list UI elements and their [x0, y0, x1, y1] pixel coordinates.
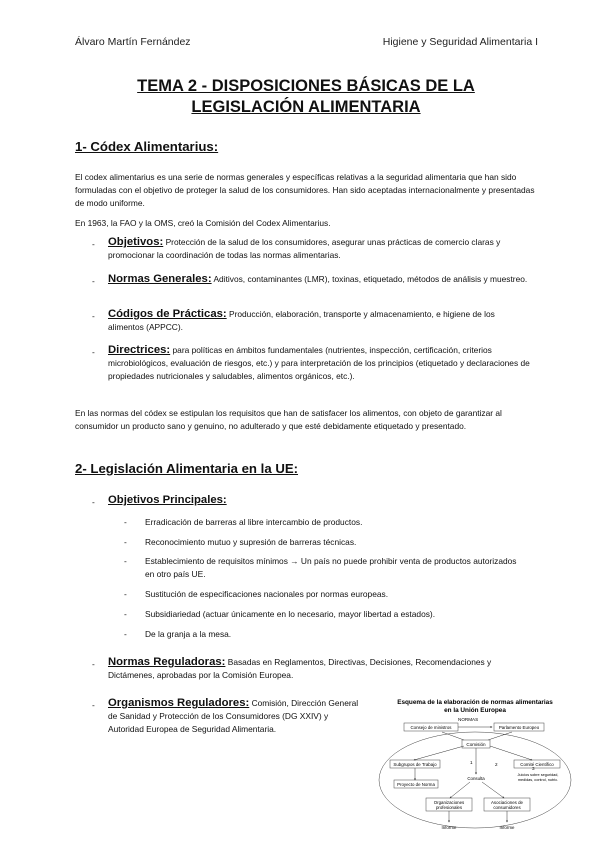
diagram-informe-left: Informe — [441, 825, 457, 830]
diagram-informe-right: Informe — [499, 825, 515, 830]
bullet-dash: - — [124, 589, 127, 599]
item-term: Normas Generales: — [108, 273, 212, 285]
bullet-dash: - — [92, 311, 95, 321]
bullet-dash: - — [124, 517, 127, 527]
diagram-proyecto: Proyecto de Norma — [397, 782, 435, 787]
page-header — [75, 36, 538, 52]
bullet-dash: - — [92, 276, 95, 286]
bullet-dash: - — [124, 609, 127, 619]
normas-reguladoras-text: Basadas en Reglamentos, Directivas, Decisiones, Recomendaciones y Dictámenes, aprobadas por la Comisión Europea. — [108, 657, 492, 680]
diagram-num-2: 2 — [495, 762, 498, 767]
page-title — [75, 76, 537, 118]
objetivo-item — [124, 588, 524, 601]
item-term: Objetivos: — [108, 236, 164, 248]
bullet-dash: - — [124, 629, 127, 639]
diagram-num-3: 3 — [532, 766, 535, 771]
organismos-reguladores — [92, 697, 360, 736]
diagram-subgrupos: Subgrupos de Trabajo — [393, 762, 437, 767]
objetivo-item — [124, 608, 524, 621]
bullet-dash: - — [92, 239, 95, 249]
diagram-comite: Comité Científico — [520, 762, 554, 767]
diagram-num-1: 1 — [470, 760, 473, 765]
objetivos-principales — [92, 494, 227, 506]
diagram-comision: Comisión — [466, 742, 486, 747]
codex-item-codigos-practicas — [92, 308, 530, 334]
diagram-parlamento: Parlamento Europeo — [498, 725, 540, 730]
bullet-dash: - — [124, 556, 127, 566]
item-text: Protección de la salud de los consumidores, asegurar unas prácticas de comercio claras y promocionar la coordinación de todas las normas alimentarias. — [108, 237, 501, 260]
section-1-closing: En las normas del códex se estipulan los requisitos que han de satisfacer los alimentos, con objeto de garantizar al consumidor un producto sano y genuino, no adulterado y que esté debidamente etiquetado y presentado. — [75, 408, 502, 432]
bullet-dash: - — [92, 659, 95, 669]
normas-reguladoras — [92, 656, 530, 682]
arrow — [482, 782, 504, 798]
arrow — [490, 746, 532, 760]
diagram-organizaciones-2: profesionales — [435, 805, 463, 810]
item-text: Aditivos, contaminantes (LMR), toxinas, etiquetado, métodos de análisis y muestreo. — [211, 274, 528, 284]
section-2-heading: 2- Legislación Alimentaria en la UE: — [75, 461, 299, 476]
diagram-title-1: Esquema de la elaboración de normas alimentarias — [397, 699, 553, 706]
bullet-dash: - — [124, 537, 127, 547]
normas-reguladoras-term: Normas Reguladoras: — [108, 656, 226, 668]
organismos-reguladores-text: Comisión, Dirección General de Sanidad y Protección de los Consumidores (DG XXIV) y Autoridad Europea de Seguridad Alimentaria. — [108, 698, 359, 734]
section-1-heading: 1- Códex Alimentarius: — [75, 139, 219, 154]
objetivo-text: Subsidiariedad (actuar únicamente en lo necesario, mayor libertad a estados). — [145, 609, 436, 619]
diagram-comite-desc-1: Juicios sobre seguridad, — [517, 773, 559, 777]
bullet-dash: - — [92, 497, 95, 507]
diagram-asociaciones-2: consumidores — [493, 805, 521, 810]
diagram-consejo: Consejo de ministros — [410, 725, 452, 730]
title-line-2: LEGISLACIÓN ALIMENTARIA — [191, 98, 421, 116]
eu-norms-diagram — [372, 696, 578, 836]
objetivo-item — [124, 555, 524, 581]
objetivo-text: Establecimiento de requisitos mínimos → Un país no puede prohibir venta de productos autorizados en otro país UE. — [145, 556, 517, 579]
diagram-consulta: Consulta — [467, 776, 485, 781]
objetivo-text: Sustitución de especificaciones nacionales por normas europeas. — [145, 589, 389, 599]
codex-item-objetivos — [92, 236, 530, 262]
item-term: Directrices: — [108, 344, 171, 356]
bullet-dash: - — [92, 347, 95, 357]
objetivo-item — [124, 516, 524, 529]
diagram-asociaciones-1: Asociaciones de — [491, 800, 523, 805]
organismos-reguladores-term: Organismos Reguladores: — [108, 697, 250, 709]
codex-item-directrices — [92, 344, 530, 383]
diagram-comite-desc-2: medidas, control, nutric. — [517, 778, 559, 782]
arrow — [450, 782, 470, 798]
objetivo-text: Erradicación de barreras al libre intercambio de productos. — [145, 517, 363, 527]
objetivos-principales-term: Objetivos Principales: — [108, 494, 227, 506]
item-text: Producción, elaboración, transporte y almacenamiento, e higiene de los alimentos (APPCC). — [108, 309, 495, 332]
objetivo-item — [124, 536, 524, 549]
title-line-1: TEMA 2 - DISPOSICIONES BÁSICAS DE LA — [137, 77, 475, 95]
item-text: para políticas en ámbitos fundamentales (nutrientes, inspección, certificación, criterios microbiológicos, evaluación de riesgos, etc.) y para interpretación de los principios (etiquetado y declaraciones de propiedades nutricionales y saludables, alimentos orgánicos, etc.). — [108, 345, 530, 381]
diagram-title-2: en la Unión Europea — [444, 707, 506, 714]
diagram-normas: NORMAS — [458, 717, 479, 722]
section-1-intro: El codex alimentarius es una serie de normas generales y específicas relativas a la seguridad alimentaria que han sido formuladas con el objetivo de proteger la salud de los consumidores. Han sido aceptadas internacionalmente y presentadas de modo uniforme. — [75, 172, 535, 209]
arrow — [488, 732, 512, 740]
objetivo-text: De la granja a la mesa. — [145, 629, 232, 639]
arrow — [414, 746, 464, 760]
objetivo-text: Reconocimiento mutuo y supresión de barreras técnicas. — [145, 537, 357, 547]
header-author: Álvaro Martín Fernández — [75, 36, 191, 48]
diagram-organizaciones-1: Organizaciones — [433, 800, 465, 805]
header-course: Higiene y Seguridad Alimentaria I — [382, 36, 538, 48]
bullet-dash: - — [92, 700, 95, 710]
section-1-history: En 1963, la FAO y la OMS, creó la Comisión del Codex Alimentarius. — [75, 218, 331, 228]
objetivo-item — [124, 628, 524, 641]
item-term: Códigos de Prácticas: — [108, 308, 227, 320]
codex-item-normas-generales — [92, 273, 530, 286]
